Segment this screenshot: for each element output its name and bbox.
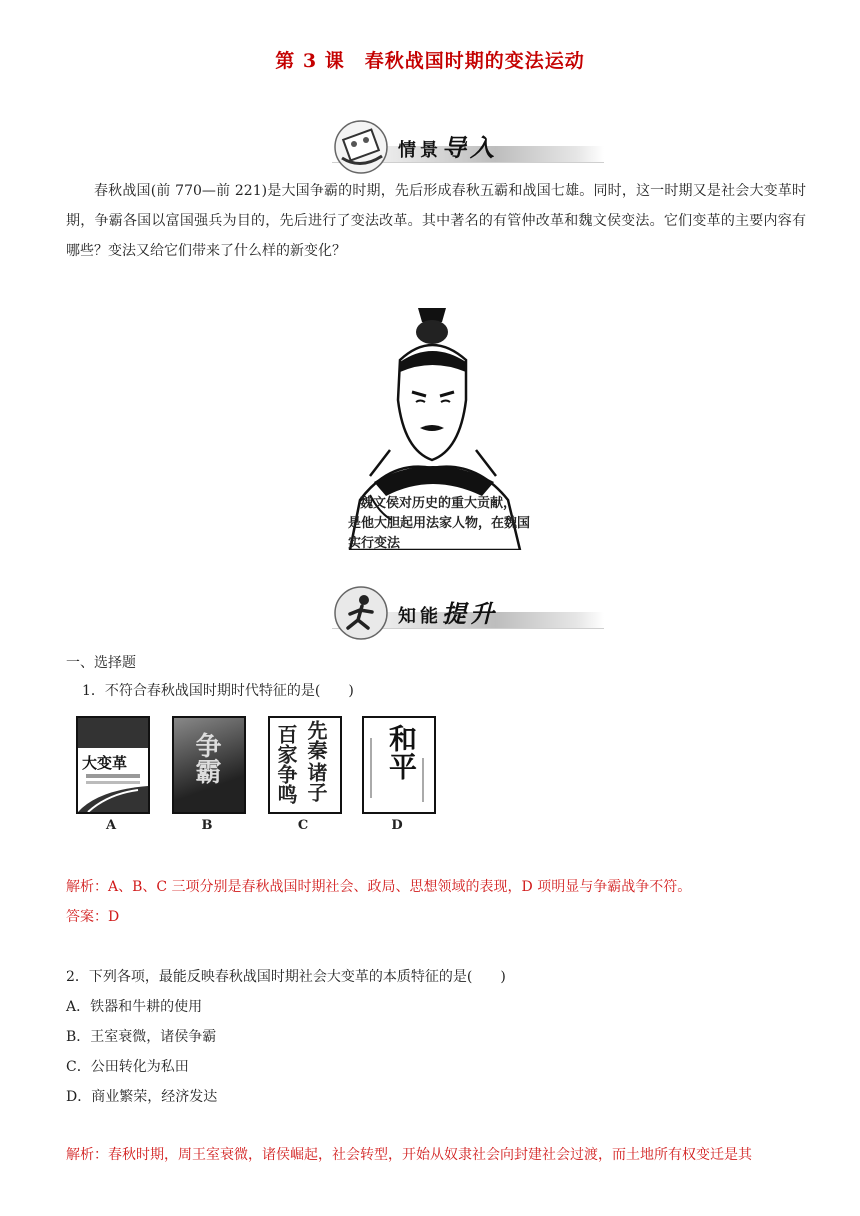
film-reel-icon [332, 118, 390, 176]
portrait-caption: 魏文侯对历史的重大贡献， 是他大胆起用法家人物，在魏国 实行变法 [348, 496, 531, 551]
choice-label-a: A [105, 818, 117, 833]
choice-label-b: B [201, 818, 213, 833]
banner-text-emphasis: 导入 [442, 133, 498, 162]
question-2-analysis: 解析：春秋时期，周王室衰微，诸侯崛起，社会转型，开始从奴隶社会向封建社会过渡，而土地所有权变迁是其 [66, 1147, 752, 1163]
question-2-option-c: C．公田转化为私田 [66, 1059, 189, 1075]
question-1-stem: 1．不符合春秋战国时期时代特征的是( ) [82, 683, 354, 699]
question-2-option-d: D．商业繁荣，经济发达 [66, 1089, 218, 1105]
choice-label-d: D [391, 818, 403, 833]
question-2-option-b: B．王室衰微，诸侯争霸 [66, 1029, 217, 1045]
section-banner-practice [318, 584, 608, 646]
runner-emblem-icon [332, 584, 390, 642]
choice-image-a: 大变革 [76, 716, 150, 814]
choice-image-b: 争霸 [172, 716, 246, 814]
section-banner-intro [318, 118, 608, 180]
question-1-answer: 答案：D [66, 909, 120, 925]
banner-text: 知能 [398, 606, 442, 627]
choice-image-d: 和平 [362, 716, 436, 814]
question-1-analysis: 解析：A、B、C 三项分别是春秋战国时期社会、政局、思想领域的表现，D 项明显与争霸战争不符。 [66, 879, 692, 895]
intro-paragraph: 春秋战国(前 770—前 221)是大国争霸的时期，先后形成春秋五霸和战国七雄。同时，这一时期又是社会大变革时期，争霸各国以富国强兵为目的，先后进行了变法改革。其中著名的有管仲改革和魏文侯变法。它们变革的主要内容有哪些？变法又给它们带来了什么样的新变化？ [66, 183, 806, 259]
banner-text-emphasis: 提升 [442, 599, 498, 628]
page-title: 第 3 课 春秋战国时期的变法运动 [275, 50, 585, 72]
banner-text: 情景 [398, 140, 442, 161]
question-2-option-a: A．铁器和牛耕的使用 [66, 999, 203, 1015]
question-2-stem: 2．下列各项，最能反映春秋战国时期社会大变革的本质特征的是( ) [66, 969, 506, 985]
choice-label-c: C [297, 818, 309, 833]
choice-image-c: 百家 先秦 争鸣 诸子 [268, 716, 342, 814]
section-heading: 一、选择题 [66, 655, 136, 671]
